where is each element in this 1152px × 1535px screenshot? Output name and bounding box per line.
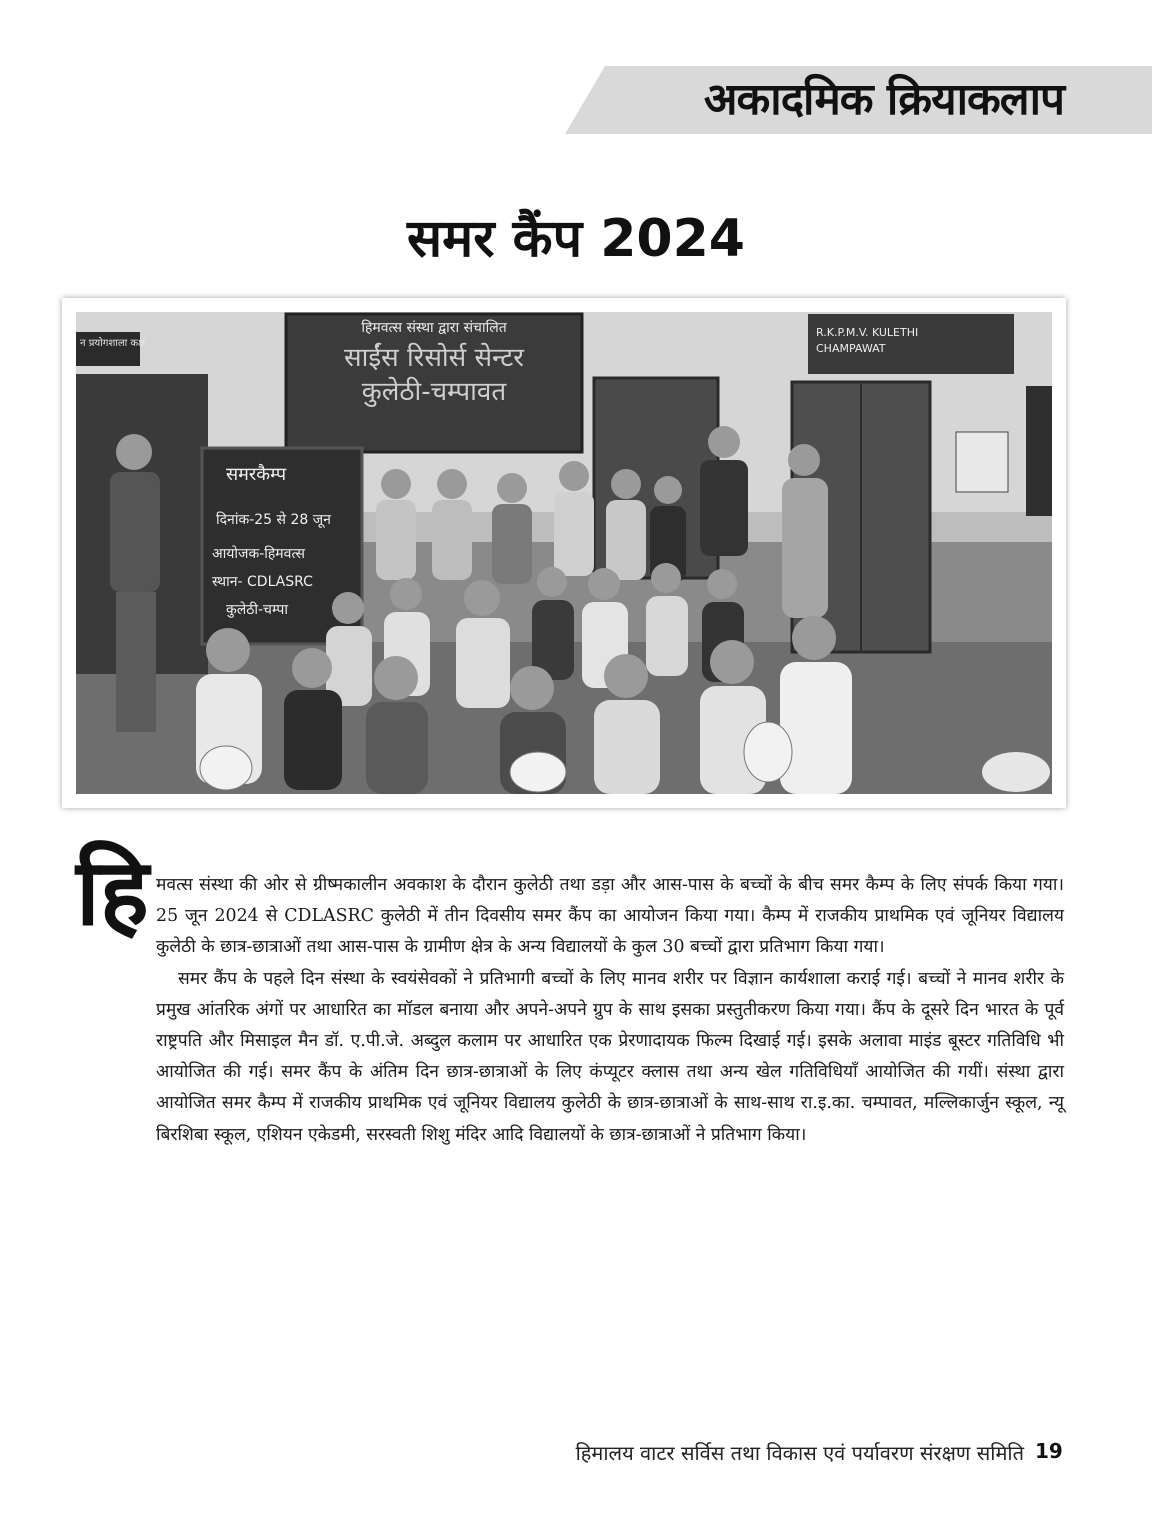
section-title: अकादमिक क्रियाकलाप bbox=[703, 74, 1064, 125]
group-photo bbox=[76, 312, 1052, 794]
board-title-2: कुलेठी-चम्पावत bbox=[361, 377, 507, 407]
organ-model bbox=[744, 722, 792, 782]
chalkboard-line3: आयोजक-हिमवत्स bbox=[212, 546, 305, 562]
chalkboard-line2: दिनांक-25 से 28 जून bbox=[216, 512, 331, 528]
room-sign-text: न प्रयोगशाला कक्ष bbox=[80, 338, 146, 349]
chalkboard-line5: कुलेठी-चम्पा bbox=[226, 602, 288, 618]
window bbox=[1026, 386, 1052, 516]
dropcap: हि bbox=[76, 839, 149, 946]
board-heading: हिमवत्स संस्था द्वारा संचालित bbox=[361, 320, 507, 336]
school-sign-line2: CHAMPAWAT bbox=[816, 342, 886, 355]
organ-model bbox=[200, 746, 252, 790]
chalkboard-line1: समरकैम्प bbox=[226, 464, 287, 485]
article-body bbox=[156, 870, 1064, 1151]
board-title-1: साईंस रिसोर्स सेन्टर bbox=[344, 343, 524, 373]
page-title: समर कैंप 2024 bbox=[407, 209, 745, 269]
photo-frame bbox=[62, 298, 1066, 808]
footer-organization: हिमालय वाटर सर्विस तथा विकास एवं पर्यावरण संरक्षण समिति bbox=[575, 1441, 1024, 1465]
page-number: 19 bbox=[1035, 1439, 1063, 1463]
notice-paper bbox=[956, 432, 1008, 492]
school-sign-line1: R.K.P.M.V. KULETHI bbox=[816, 326, 919, 339]
paragraph-1: मवत्स संस्था की ओर से ग्रीष्मकालीन अवकाश के दौरान कुलेठी तथा डड़ा और आस-पास के बच्चों के बीच समर कैम्प के लिए संपर्क किया गया। 25 जून 2024 से CDLASRC कुलेठी में तीन दिवसीय समर कैंप का आयोजन किया गया। कैम्प में राजकीय प्राथमिक एवं जूनियर विद्यालय कुलेठी के छात्र-छात्राओं तथा आस-पास के ग्रामीण क्षेत्र के अन्य विद्यालयों के कुल 30 बच्चों द्वारा प्रतिभाग किया गया। bbox=[156, 875, 1064, 958]
chalkboard-line4: स्थान- CDLASRC bbox=[212, 574, 313, 590]
paragraph-2: समर कैंप के पहले दिन संस्था के स्वयंसेवकों ने प्रतिभागी बच्चों के लिए मानव शरीर पर विज्ञान कार्यशाला कराई गई। बच्चों ने मानव शरीर के प्रमुख आंतरिक अंगों पर आधारित का मॉडल बनाया और अपने-अपने ग्रुप के साथ इसका प्रस्तुतीकरण किया गया। कैंप के दूसरे दिन भारत के पूर्व राष्ट्रपति और मिसाइल मैन डॉ. ए.पी.जे. अब्दुल कलाम पर आधारित एक प्रेरणादायक फिल्म दिखाई गई। इसके अलावा माइंड बूस्टर गतिविधि भी आयोजित की गई। समर कैंप के अंतिम दिन छात्र-छात्राओं के लिए कंप्यूटर क्लास तथा अन्य खेल गतिविधियाँ आयोजित की गयीं। संस्था द्वारा आयोजित समर कैम्प में राजकीय प्राथमिक एवं जूनियर विद्यालय कुलेठी के छात्र-छात्राओं के साथ-साथ रा.इ.का. चम्पावत, मल्लिकार्जुन स्कूल, न्यू बिरशिबा स्कूल, एशियन एकेडमी, सरस्वती शिशु मंदिर आदि विद्यालयों के छात्र-छात्राओं ने प्रतिभाग किया। bbox=[156, 968, 1064, 1145]
bag bbox=[982, 752, 1050, 792]
photo-illustration bbox=[76, 312, 1052, 794]
organ-model bbox=[510, 752, 566, 792]
